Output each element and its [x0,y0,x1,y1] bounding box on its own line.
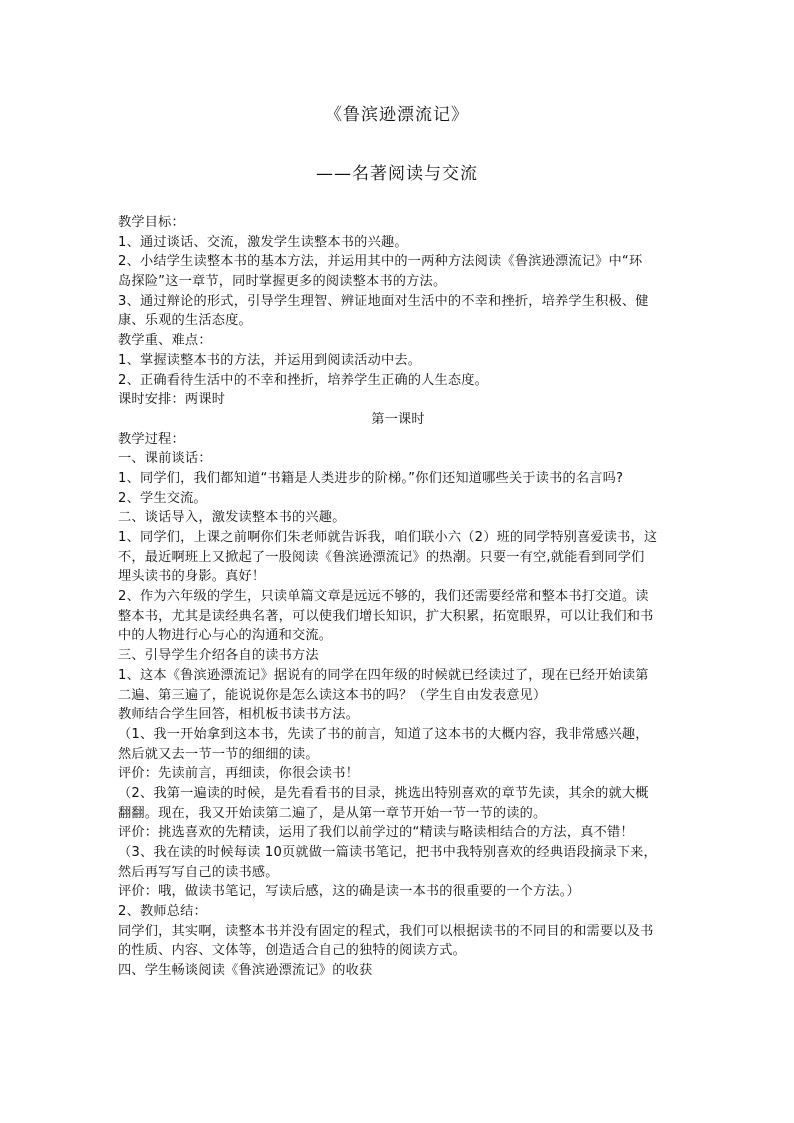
paragraph-line: 然后再写写自己的读书感。 [118,864,279,880]
paragraph-line: 埋头读书的身影。真好！ [118,569,266,585]
paragraph-line: 评价：哦，做读书笔记，写读后感，这的确是读一本书的很重要的一个方法。） [118,884,580,900]
paragraph-line: 评价：先读前言，再细读，你很会读书！ [118,766,359,782]
paragraph-line: 1、掌握读整本书的方法，并运用到阅读活动中去。 [118,352,422,368]
paragraph-line: 1、通过谈话、交流，激发学生读整本书的兴趣。 [118,234,408,250]
paragraph-line: 教学重、难点： [118,333,212,349]
paragraph-line: 一、课前谈话： [118,451,212,467]
paragraph-line: 岛探险”这一章节，同时掌握更多的阅读整本书的方法。 [118,274,447,290]
document-subtitle: ——名著阅读与交流 [316,164,478,184]
paragraph-line: （2、我第一遍读的时候，是先看看书的目录，挑选出特别喜欢的章节先读，其余的就大概 [118,785,649,801]
paragraph-line: 2、教师总结： [118,904,207,920]
paragraph-line: 课时安排：两课时 [118,392,226,408]
paragraph-line: 然后就又去一节一节的细细的读。 [118,746,319,762]
paragraph-line: 教学目标： [118,215,185,230]
document-body [118,213,678,981]
paragraph-line: 3、通过辩论的形式，引导学生理智、辨证地面对生活中的不幸和挫折，培养学生积极、健 [118,293,649,309]
paragraph-line: 2、学生交流。 [118,490,207,506]
paragraph-line: 2、小结学生读整本书的基本方法，并运用其中的一两种方法阅读《鲁滨逊漂流记》中“环 [118,254,643,270]
paragraph-line: 三、引导学生介绍各自的读书方法 [118,648,319,664]
paragraph-line: 中的人物进行心与心的沟通和交流。 [118,628,333,644]
paragraph-line: 2、作为六年级的学生，只读单篇文章是远远不够的，我们还需要经常和整本书打交道。读 [118,589,649,605]
paragraph-line: 二遍、第三遍了，能说说你是怎么读这本书的吗？（学生自由发表意见） [118,687,547,703]
paragraph-line: 四、学生畅谈阅读《鲁滨逊漂流记》的收获 [118,963,373,979]
paragraph-line: 教学过程： [118,431,185,447]
paragraph-line: 不，最近啊班上又掀起了一股阅读《鲁滨逊漂流记》的热潮。只要一有空,就能看到同学们 [118,549,645,565]
paragraph-line: 整本书，尤其是读经典名著，可以使我们增长知识，扩大积累，拓宽眼界，可以让我们和书 [118,608,654,624]
paragraph-line: 的性质、内容、文体等，创造适合自己的独特的阅读方式。 [118,943,467,959]
section-heading: 第一课时 [371,411,425,427]
paragraph-line: （3、我在读的时候每读 10页就做一篇读书笔记，把书中我特别喜欢的经典语段摘录下来， [118,845,657,860]
paragraph-line: 1、同学们，上课之前啊你们朱老师就告诉我，咱们联小六（2）班的同学特别喜爱读书，这 [118,530,658,545]
paragraph-line: 评价：挑选喜欢的先精读，运用了我们以前学过的“精读与略读相结合的方法，真不错！ [118,825,634,841]
paragraph-line: 同学们，其实啊，读整本书并没有固定的程式，我们可以根据读书的不同目的和需要以及书 [118,923,654,939]
paragraph-line: 翻翻。现在，我又开始读第二遍了，是从第一章节开始一节一节的读的。 [118,805,547,821]
document-title: 《鲁滨逊漂流记》 [325,105,469,125]
paragraph-line: 1、这本《鲁滨逊漂流记》据说有的同学在四年级的时候就已经读过了，现在已经开始读第 [118,667,649,683]
paragraph-line: 1、同学们，我们都知道“书籍是人类进步的阶梯。”你们还知道哪些关于读书的名言吗? [118,470,624,486]
paragraph-line: 教师结合学生回答，相机板书读书方法。 [118,707,359,723]
paragraph-line: 二、谈话导入，激发读整本书的兴趣。 [118,510,346,526]
paragraph-line: 2、正确看待生活中的不幸和挫折，培养学生正确的人生态度。 [118,372,489,388]
paragraph-line: （1、我一开始拿到这本书，先读了书的前言，知道了这本书的大概内容，我非常感兴趣， [118,726,649,742]
paragraph-line: 康、乐观的生活态度。 [118,313,252,329]
